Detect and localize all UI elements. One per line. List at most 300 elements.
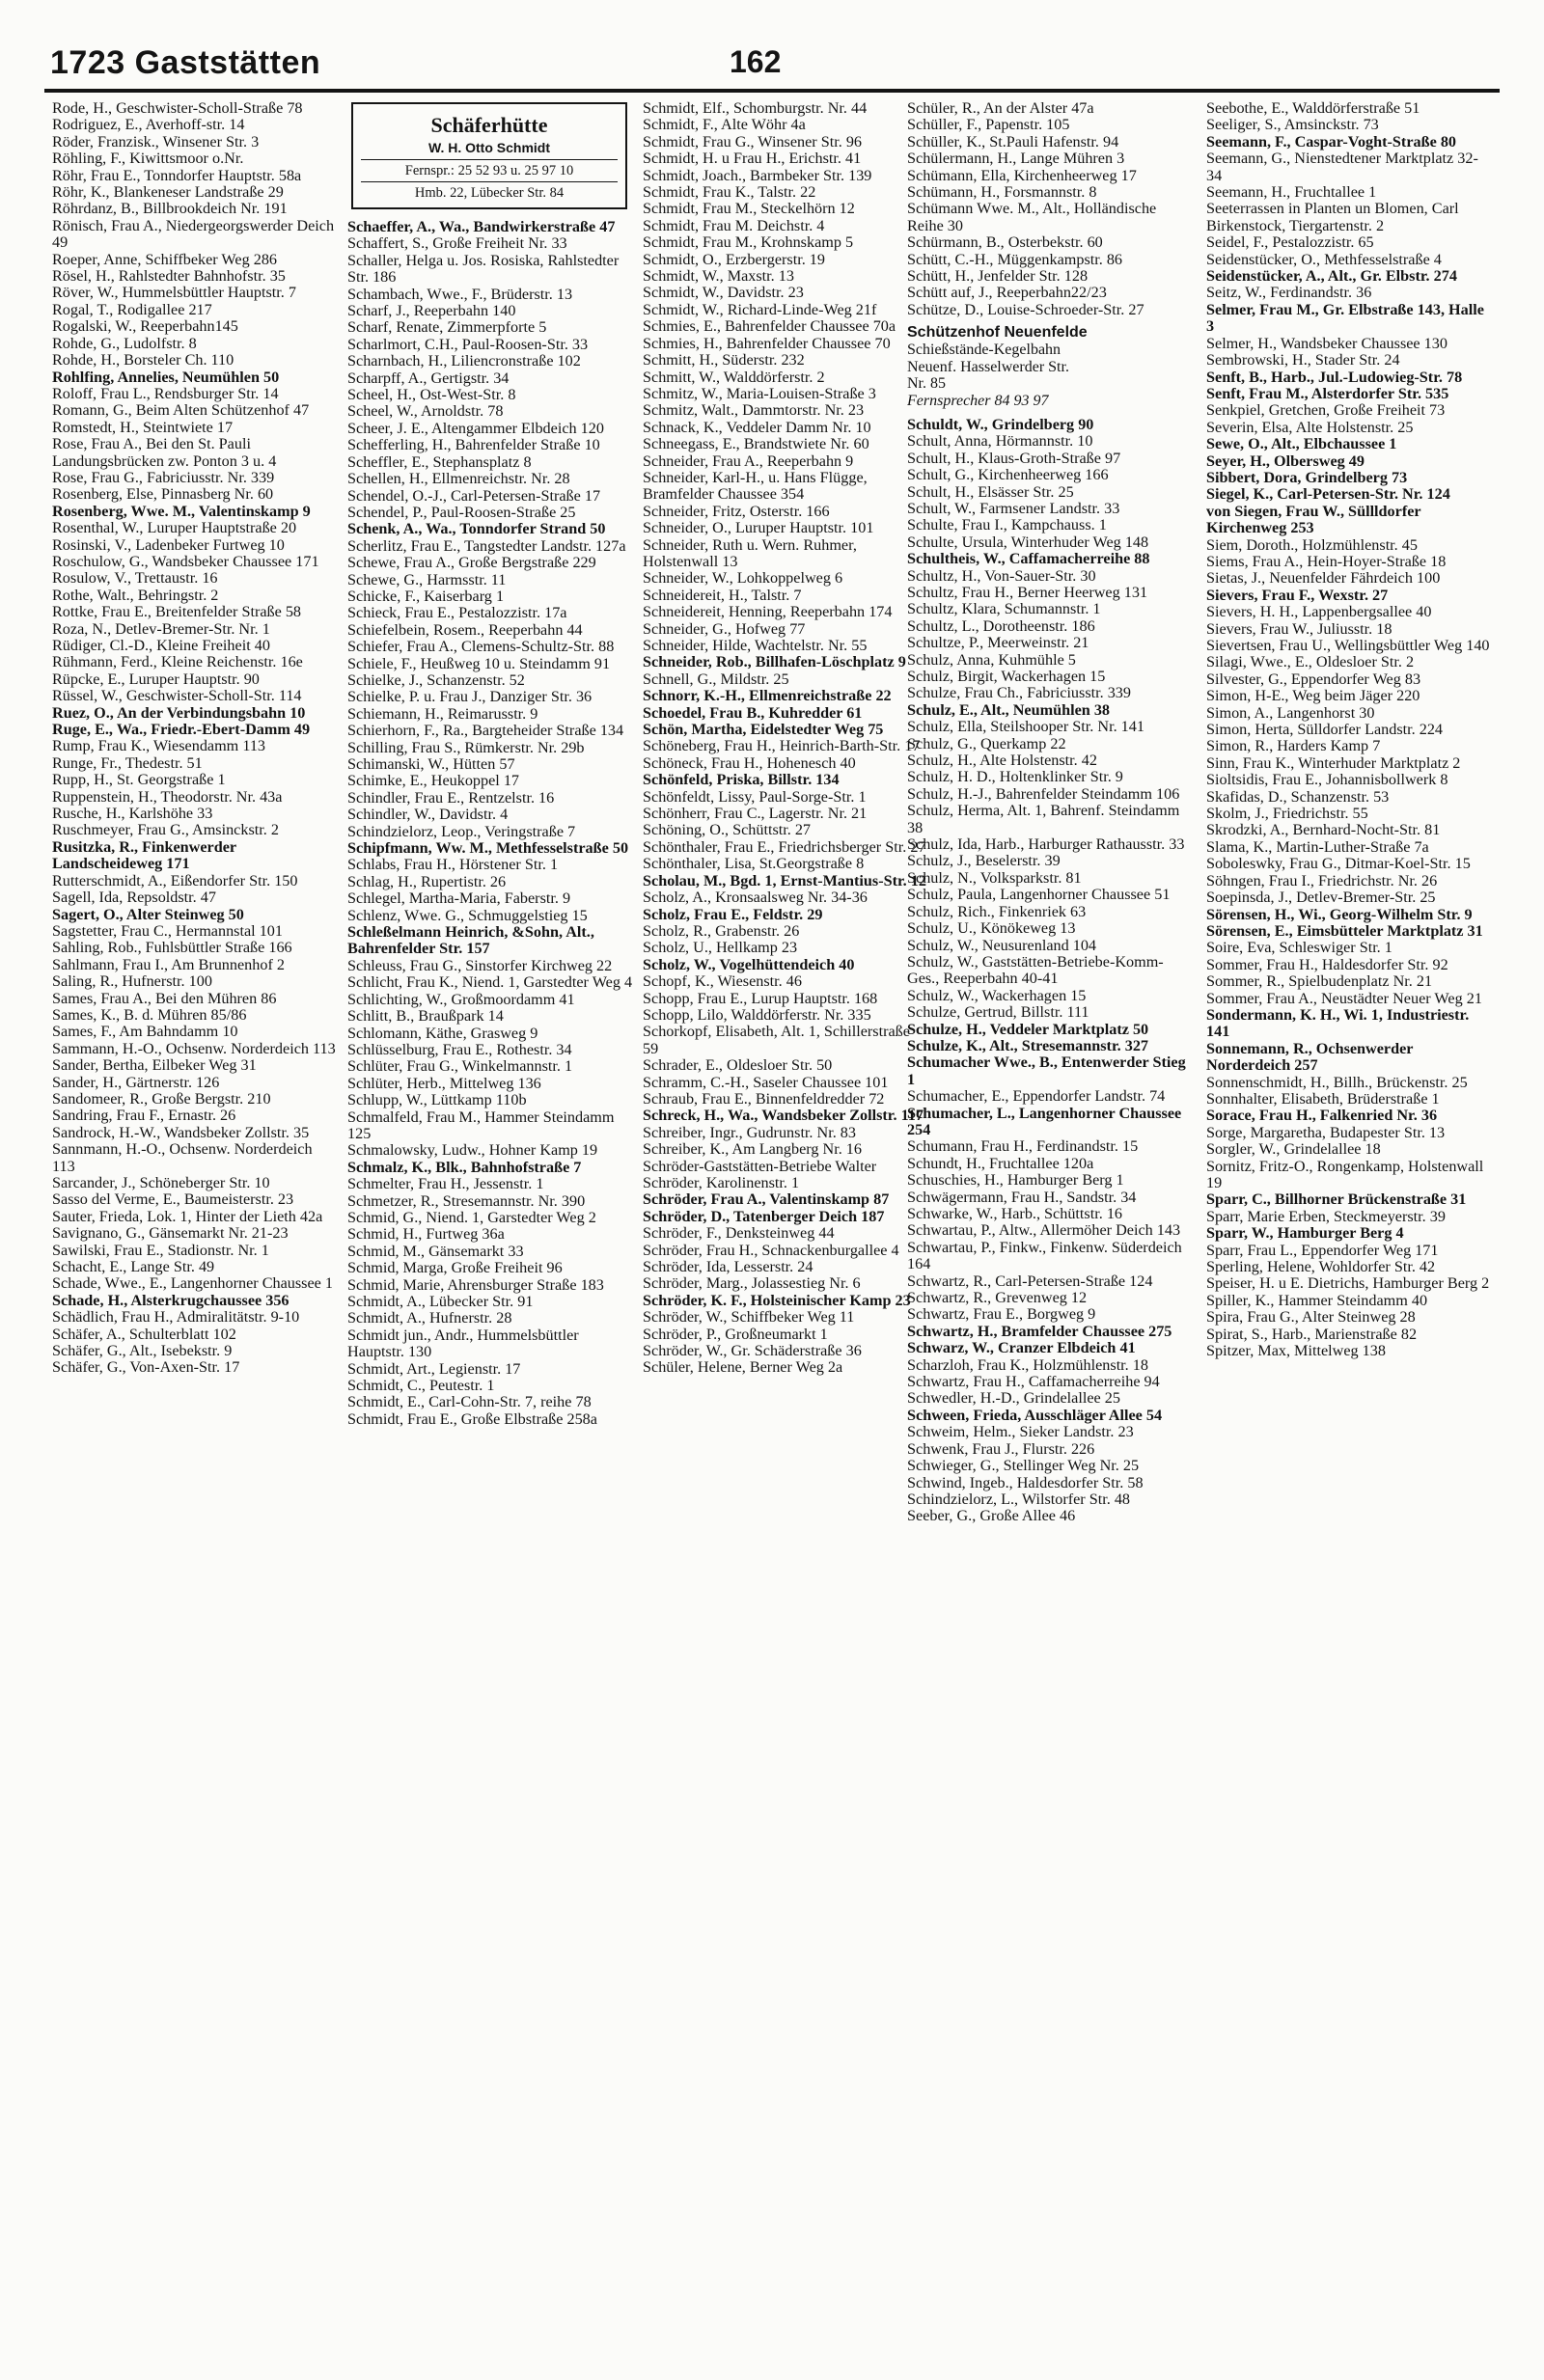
- directory-entry: Schwartz, R., Grevenweg 12: [907, 1289, 1088, 1307]
- directory-entry: Spira, Frau G., Alter Steinweg 28: [1206, 1308, 1416, 1327]
- directory-entry: Schmitz, W., Maria-Louisen-Straße 3: [643, 384, 876, 402]
- directory-entry: Schön, Martha, Eidelstedter Weg 75: [643, 721, 884, 739]
- directory-entry: Schiefer, Frau A., Clemens-Schultz-Str. 88: [347, 638, 615, 656]
- directory-entry: Sparr, W., Hamburger Berg 4: [1206, 1224, 1404, 1243]
- directory-entry: Schlüter, Herb., Mittelweg 136: [347, 1074, 541, 1092]
- directory-entry: Schacht, E., Lange Str. 49: [52, 1258, 215, 1276]
- directory-entry: Schulz, Birgit, Wackerhagen 15: [907, 668, 1106, 685]
- directory-entry: Sonnemann, R., Ochsenwerder Norderdeich 257: [1206, 1039, 1414, 1075]
- directory-entry: Schnack, K., Veddeler Damm Nr. 10: [643, 418, 871, 436]
- directory-entry: Schmid, H., Furtweg 36a: [347, 1225, 505, 1244]
- directory-entry: Schiemann, H., Reimarusstr. 9: [347, 704, 538, 723]
- directory-entry: Schultz, L., Dorotheenstr. 186: [907, 616, 1095, 635]
- directory-entry: Schimanski, W., Hütten 57: [347, 755, 515, 773]
- directory-entry: Schmidt, A., Hufnerstr. 28: [347, 1309, 512, 1327]
- directory-entry: Söhngen, Frau I., Friedrichstr. Nr. 26: [1206, 871, 1438, 889]
- directory-entry: Seyer, H., Olbersweg 49: [1206, 451, 1365, 470]
- directory-entry: Schmidt, W., Davidstr. 23: [643, 284, 804, 302]
- directory-entry: Seemann, H., Fruchtallee 1: [1206, 183, 1377, 202]
- directory-entry: Sewe, O., Alt., Elbchaussee 1: [1206, 435, 1397, 453]
- directory-entry: Schmidt, O., Erzbergerstr. 19: [643, 250, 825, 268]
- directory-entry: Rosenthal, W., Luruper Hauptstraße 20: [52, 519, 297, 537]
- directory-entry: Schneider, Ruth u. Wern. Ruhmer, Holstenwall 13: [643, 535, 857, 570]
- directory-entry: Senft, B., Harb., Jul.-Ludowieg-Str. 78: [1206, 368, 1463, 386]
- directory-entry: Sagell, Ida, Repsoldstr. 47: [52, 889, 216, 907]
- directory-entry: Rusitzka, R., Finkenwerder Landscheideweg 171: [52, 837, 236, 873]
- directory-entry: Schulz, Herma, Alt. 1, Bahrenf. Steindamm 38: [907, 802, 1180, 836]
- directory-entry: Schneidereit, Henning, Reeperbahn 174: [643, 603, 893, 621]
- directory-entry: Sparr, Frau L., Eppendorfer Weg 171: [1206, 1241, 1439, 1259]
- directory-entry: Schult, H., Elsässer Str. 25: [907, 482, 1074, 501]
- directory-entry: Silvester, G., Eppendorfer Weg 83: [1206, 670, 1421, 688]
- directory-entry: Schüler, R., An der Alster 47a: [907, 100, 1094, 117]
- directory-entry: Schwartau, P., Altw., Allermöher Deich 143: [907, 1221, 1181, 1240]
- directory-entry: Scherlitz, Frau E., Tangstedter Landstr. 127a: [347, 536, 626, 555]
- directory-entry: Schreck, H., Wa., Wandsbeker Zollstr. 117: [643, 1107, 924, 1125]
- directory-entry: Schwartau, P., Finkw., Finkenw. Süderdeich 164: [907, 1238, 1182, 1273]
- directory-entry: Sievertsen, Frau U., Wellingsbüttler Weg 140: [1206, 637, 1490, 654]
- directory-entry: Schönherr, Frau C., Lagerstr. Nr. 21: [643, 805, 868, 823]
- directory-entry: Roschulow, G., Wandsbeker Chaussee 171: [52, 552, 319, 570]
- directory-entry: Schmidt, H. u Frau H., Erichstr. 41: [643, 150, 862, 168]
- directory-entry: Severin, Elsa, Alte Holstenstr. 25: [1206, 418, 1414, 436]
- directory-entry: Rothe, Walt., Behringstr. 2: [52, 586, 219, 604]
- directory-entry: Sagstetter, Frau C., Hermannstal 101: [52, 921, 283, 940]
- directory-entry: Schambach, Wwe., F., Brüderstr. 13: [347, 285, 573, 303]
- directory-entry: Scheel, W., Arnoldstr. 78: [347, 402, 504, 421]
- directory-entry: Sembrowski, H., Stader Str. 24: [1206, 351, 1400, 369]
- directory-entry: Röhrdanz, B., Billbrookdeich Nr. 191: [52, 200, 288, 218]
- page-number: 162: [730, 44, 782, 79]
- ad-address: Hmb. 22, Lübecker Str. 84: [414, 185, 565, 201]
- directory-entry: Schlenz, Wwe. G., Schmuggelstieg 15: [347, 906, 588, 924]
- directory-entry: Schopp, Frau E., Lurup Hauptstr. 168: [643, 989, 878, 1007]
- directory-entry: Schneegass, E., Brandstwiete Nr. 60: [643, 435, 869, 453]
- directory-entry: Schleuss, Frau G., Sinstorfer Kirchweg 22: [347, 956, 613, 974]
- directory-entry: Siegel, K., Carl-Petersen-Str. Nr. 124: [1206, 485, 1450, 504]
- directory-entry: Scholz, Frau E., Feldstr. 29: [643, 905, 823, 923]
- directory-entry: Schwarz, W., Cranzer Elbdeich 41: [907, 1339, 1136, 1357]
- directory-entry: Rodriguez, E., Averhoff-str. 14: [52, 116, 245, 134]
- directory-entry: Schlitt, B., Braußpark 14: [347, 1007, 504, 1026]
- directory-entry: Schütt auf, J., Reeperbahn22/23: [907, 284, 1107, 302]
- directory-entry: Schaeffer, A., Wa., Bandwirkerstraße 47: [347, 218, 616, 235]
- directory-entry: Schöneberg, Frau H., Heinrich-Barth-Str. 17: [643, 737, 921, 755]
- directory-entry: Schmetzer, R., Stresemannstr. Nr. 390: [347, 1191, 586, 1210]
- directory-entry: Schade, H., Alsterkrugchaussee 356: [52, 1291, 290, 1309]
- directory-entry: Schmies, E., Bahrenfelder Chaussee 70a: [643, 317, 896, 336]
- directory-entry: Schindler, W., Davidstr. 4: [347, 806, 509, 824]
- directory-entry: Schult, G., Kirchenheerweg 166: [907, 466, 1109, 484]
- directory-entry: Sinn, Frau K., Winterhuder Marktplatz 2: [1206, 753, 1461, 772]
- directory-entry: Schmidt, F., Alte Wöhr 4a: [643, 116, 806, 134]
- directory-entry: Schultz, Klara, Schumannstr. 1: [907, 600, 1101, 618]
- directory-entry: Schulte, Ursula, Winterhuder Weg 148: [907, 533, 1149, 551]
- directory-entry: Sarcander, J., Schöneberger Str. 10: [52, 1174, 270, 1191]
- directory-entry: Schäfer, G., Alt., Isebekstr. 9: [52, 1342, 233, 1360]
- directory-entry: Schulz, H. D., Holtenklinker Str. 9: [907, 768, 1123, 786]
- directory-entry: Sörensen, E., Eimsbütteler Marktplatz 31: [1206, 921, 1483, 940]
- directory-entry: Schröder, W., Gr. Schäderstraße 36: [643, 1342, 862, 1360]
- directory-entry: Schmitt, H., Süderstr. 232: [643, 351, 805, 369]
- directory-entry: Sagert, O., Alter Steinweg 50: [52, 905, 244, 923]
- directory-entry: Scholz, A., Kronsaalsweg Nr. 34-36: [643, 889, 868, 907]
- directory-entry: Romann, G., Beim Alten Schützenhof 47: [52, 401, 310, 420]
- directory-entry: Scholau, M., Bgd. 1, Ernst-Mantius-Str. 12: [643, 871, 926, 889]
- directory-entry: Schendel, O.-J., Carl-Petersen-Straße 17: [347, 486, 601, 505]
- directory-entry: Schlabs, Frau H., Hörstener Str. 1: [347, 856, 559, 874]
- directory-entry: Seeterrassen in Planten un Blomen, Carl Birkenstock, Tiergartenstr. 2: [1206, 200, 1459, 234]
- directory-entry: Sandrock, H.-W., Wandsbeker Zollstr. 35: [52, 1123, 310, 1141]
- directory-entry: Seeber, G., Große Allee 46: [907, 1507, 1076, 1525]
- directory-entry: Schneider, W., Lohkoppelweg 6: [643, 569, 843, 588]
- directory-entry: Skolm, J., Friedrichstr. 55: [1206, 805, 1368, 823]
- directory-entry: Schopp, Lilo, Walddörferstr. Nr. 335: [643, 1005, 871, 1024]
- directory-entry: Schicke, F., Kaiserbarg 1: [347, 587, 505, 605]
- directory-entry: Sames, K., B. d. Mühren 85/86: [52, 1005, 247, 1024]
- column-4-list-top: [907, 100, 1193, 318]
- directory-entry: Sievers, H. H., Lappenbergsallee 40: [1206, 603, 1432, 621]
- directory-entry: Schmelter, Frau H., Jessenstr. 1: [347, 1175, 544, 1193]
- directory-entry: Schlupp, W., Lüttkamp 110b: [347, 1091, 527, 1109]
- directory-entry: Schnell, G., Mildstr. 25: [643, 670, 789, 688]
- directory-entry: Sonnenschmidt, H., Billh., Brückenstr. 25: [1206, 1073, 1468, 1091]
- directory-entry: Sommer, Frau A., Neustädter Neuer Weg 21: [1206, 989, 1482, 1007]
- directory-entry: Spiller, K., Hammer Steindamm 40: [1206, 1291, 1428, 1309]
- directory-entry: Rüdiger, Cl.-D., Kleine Freiheit 40: [52, 637, 270, 654]
- directory-entry: Schmidt, Frau M., Krohnskamp 5: [643, 233, 854, 252]
- directory-entry: Sperling, Helene, Wohldorfer Str. 42: [1206, 1258, 1436, 1276]
- directory-entry: Schultheis, W., Caffamacherreihe 88: [907, 550, 1150, 568]
- directory-entry: Schaller, Helga u. Jos. Rosiska, Rahlstedter Str. 186: [347, 251, 620, 287]
- directory-entry: Schumann, Frau H., Ferdinandstr. 15: [907, 1137, 1139, 1156]
- directory-entry: Schramm, C.-H., Saseler Chaussee 101: [643, 1073, 889, 1091]
- featured-line: Neuenf. Hasselwerder Str.: [907, 358, 1069, 375]
- column-1: [52, 100, 338, 2367]
- directory-entry: Schiefelbein, Rosem., Reeperbahn 44: [347, 620, 583, 639]
- directory-entry: Schönfeldt, Lissy, Paul-Sorge-Str. 1: [643, 787, 867, 806]
- ad-divider: [361, 181, 618, 182]
- directory-entry: Schwägermann, Frau H., Sandstr. 34: [907, 1188, 1137, 1206]
- directory-entry: Rogalski, W., Reeperbahn145: [52, 317, 238, 336]
- directory-entry: Schoedel, Frau B., Kuhredder 61: [643, 703, 863, 722]
- directory-entry: Schröder, Ida, Lesserstr. 24: [643, 1258, 813, 1276]
- directory-entry: Schmidt, C., Peutestr. 1: [347, 1377, 495, 1395]
- directory-entry: Slama, K., Martin-Luther-Straße 7a: [1206, 837, 1429, 856]
- directory-entry: Schulze, Frau Ch., Fabriciusstr. 339: [907, 684, 1131, 702]
- directory-entry: Sorgler, W., Grindelallee 18: [1206, 1140, 1381, 1159]
- directory-entry: Saling, R., Hufnerstr. 100: [52, 972, 212, 991]
- directory-entry: Schielke, J., Schanzenstr. 52: [347, 670, 525, 689]
- directory-entry: Simon, H-E., Weg beim Jäger 220: [1206, 687, 1420, 705]
- directory-entry: Schmidt, W., Richard-Linde-Weg 21f: [643, 300, 877, 318]
- directory-entry: Rösel, H., Rahlstedter Bahnhofstr. 35: [52, 267, 286, 286]
- directory-entry: Soire, Eva, Schleswiger Str. 1: [1206, 939, 1392, 957]
- directory-entry: Scheel, H., Ost-West-Str. 8: [347, 386, 516, 404]
- directory-entry: Savignano, G., Gänsemarkt Nr. 21-23: [52, 1224, 289, 1243]
- directory-entry: von Siegen, Frau W., Süllldorfer Kirchenweg 253: [1206, 502, 1421, 537]
- directory-entry: Scheer, J. E., Altengammer Elbdeich 120: [347, 419, 604, 437]
- directory-entry: Sparr, C., Billhorner Brückenstraße 31: [1206, 1190, 1467, 1209]
- directory-entry: Schindzielorz, Leop., Veringstraße 7: [347, 822, 576, 840]
- directory-entry: Sahlmann, Frau I., Am Brunnenhof 2: [52, 955, 285, 973]
- directory-entry: Schmitz, Walt., Dammtorstr. Nr. 23: [643, 401, 865, 420]
- directory-entry: Sievers, Frau F., Wexstr. 27: [1206, 586, 1389, 604]
- column-4-list: [907, 417, 1193, 1525]
- directory-entry: Schüler, Helene, Berner Weg 2a: [643, 1358, 843, 1377]
- directory-entry: Schwartz, R., Carl-Petersen-Straße 124: [907, 1272, 1153, 1290]
- directory-entry: Schulz, Ella, Steilshooper Str. Nr. 141: [907, 718, 1144, 736]
- directory-entry: Schümann, H., Forsmannstr. 8: [907, 183, 1097, 202]
- directory-entry: Röhling, F., Kiwittsmoor o.Nr.: [52, 150, 244, 168]
- directory-entry: Schlegel, Martha-Maria, Faberstr. 9: [347, 889, 571, 908]
- directory-entry: Simon, A., Langenhorst 30: [1206, 703, 1375, 722]
- directory-entry: Rose, Frau G., Fabriciusstr. Nr. 339: [52, 468, 275, 486]
- directory-entry: Schierhorn, F., Ra., Bargteheider Straße 134: [347, 722, 624, 740]
- directory-entry: Schulz, G., Querkamp 22: [907, 734, 1066, 752]
- directory-entry: Schenk, A., Wa., Tonndorfer Strand 50: [347, 520, 606, 538]
- directory-entry: Senft, Frau M., Alsterdorfer Str. 535: [1206, 384, 1449, 402]
- featured-phone: Fernsprecher 84 93 97: [907, 392, 1049, 409]
- directory-entry: Rosenberg, Wwe. M., Valentinskamp 9: [52, 502, 311, 520]
- directory-entry: Schmidt, A., Lübecker Str. 91: [347, 1293, 534, 1310]
- directory-entry: Sioltsidis, Frau E., Johannisbollwerk 8: [1206, 771, 1448, 789]
- directory-entry: Rusche, H., Karlshöhe 33: [52, 805, 213, 823]
- directory-entry: Sander, Bertha, Eilbeker Weg 31: [52, 1056, 257, 1075]
- directory-entry: Schilling, Frau S., Rümkerstr. Nr. 29b: [347, 738, 585, 756]
- directory-entry: Schmidt, Elf., Schomburgstr. Nr. 44: [643, 100, 868, 117]
- directory-entry: Schulz, W., Wackerhagen 15: [907, 986, 1087, 1004]
- directory-entry: Schäfer, G., Von-Axen-Str. 17: [52, 1358, 240, 1377]
- directory-entry: Seemann, F., Caspar-Voght-Straße 80: [1206, 132, 1457, 150]
- directory-entry: Sommer, Frau H., Haldesdorfer Str. 92: [1206, 955, 1448, 973]
- directory-entry: Spitzer, Max, Mittelweg 138: [1206, 1342, 1386, 1360]
- directory-entry: Schendel, P., Paul-Roosen-Straße 25: [347, 503, 576, 521]
- directory-entry: Schröder, D., Tatenberger Deich 187: [643, 1207, 885, 1225]
- directory-entry: Rosinski, V., Ladenbeker Furtweg 10: [52, 535, 285, 554]
- ad-title: Schäferhütte: [430, 113, 548, 137]
- ad-divider: [361, 159, 618, 160]
- directory-entry: Schulz, Paula, Langenhorner Chaussee 51: [907, 886, 1171, 904]
- directory-entry: Schundt, H., Fruchtallee 120a: [907, 1154, 1094, 1172]
- directory-entry: Sahling, Rob., Fuhlsbüttler Straße 166: [52, 939, 292, 957]
- directory-entry: Skafidas, D., Schanzenstr. 53: [1206, 787, 1390, 806]
- directory-entry: Ruschmeyer, Frau G., Amsinckstr. 2: [52, 821, 279, 839]
- directory-entry: Schult, Anna, Hörmannstr. 10: [907, 432, 1093, 451]
- directory-entry: Schröder-Gaststätten-Betriebe Walter Schröder, Karolinenstr. 1: [643, 1157, 877, 1191]
- directory-entry: Schmidt, W., Maxstr. 13: [643, 267, 794, 286]
- header-rule: [44, 89, 1500, 93]
- directory-entry: Schmid, M., Gänsemarkt 33: [347, 1242, 524, 1260]
- directory-entry: Rutterschmidt, A., Eißendorfer Str. 150: [52, 871, 298, 889]
- section-title: 1723 Gaststätten: [50, 44, 321, 81]
- directory-entry: Schmid, Marie, Ahrensburger Straße 183: [347, 1275, 604, 1294]
- directory-entry: Sames, Frau A., Bei den Mühren 86: [52, 989, 277, 1007]
- directory-entry: Skrodzki, A., Bernhard-Nocht-Str. 81: [1206, 821, 1441, 839]
- featured-line: Nr. 85: [907, 375, 946, 393]
- directory-entry: Schröder, Frau A., Valentinskamp 87: [643, 1190, 890, 1209]
- directory-entry: Sommer, R., Spielbudenplatz Nr. 21: [1206, 972, 1433, 991]
- ad-phone: Fernspr.: 25 52 93 u. 25 97 10: [404, 163, 574, 178]
- directory-entry: Schönthaler, Frau E., Friedrichsberger Str. 27: [643, 837, 926, 856]
- directory-entry: Sannmann, H.-O., Ochsenw. Norderdeich 113: [52, 1140, 313, 1175]
- directory-entry: Seemann, G., Nienstedtener Marktplatz 32-34: [1206, 150, 1478, 184]
- directory-entry: Schween, Frieda, Ausschläger Allee 54: [907, 1406, 1163, 1424]
- directory-entry: Schmidt, Frau M., Steckelhörn 12: [643, 200, 855, 218]
- directory-entry: Schwenk, Frau J., Flurstr. 226: [907, 1439, 1095, 1458]
- directory-entry: Schreiber, Ingr., Gudrunstr. Nr. 83: [643, 1123, 856, 1141]
- directory-entry: Sievers, Frau W., Juliusstr. 18: [1206, 619, 1392, 638]
- directory-entry: Sorge, Margaretha, Budapester Str. 13: [1206, 1123, 1446, 1141]
- directory-entry: Schmalz, K., Blk., Bahnhofstraße 7: [347, 1158, 582, 1176]
- directory-entry: Siems, Frau A., Hein-Hoyer-Straße 18: [1206, 552, 1447, 570]
- featured-listing: [907, 324, 1193, 409]
- directory-entry: Rupp, H., St. Georgstraße 1: [52, 771, 226, 789]
- directory-entry: Schopf, K., Wiesenstr. 46: [643, 972, 802, 991]
- directory-entry: Schumacher, E., Eppendorfer Landstr. 74: [907, 1087, 1166, 1106]
- directory-entry: Schade, Wwe., E., Langenhorner Chaussee 1: [52, 1274, 333, 1293]
- directory-entry: Schorkopf, Elisabeth, Alt. 1, Schillerstraße 59: [643, 1023, 910, 1057]
- directory-entry: Schneider, Frau A., Reeperbahn 9: [643, 451, 854, 470]
- directory-entry: Schultz, Frau H., Berner Heerweg 131: [907, 583, 1148, 601]
- directory-entry: Ruge, E., Wa., Friedr.-Ebert-Damm 49: [52, 721, 311, 739]
- directory-entry: Schneider, Rob., Billhafen-Löschplatz 9: [643, 653, 906, 671]
- directory-entry: Rönisch, Frau A., Niedergeorgswerder Deich 49: [52, 216, 335, 252]
- directory-entry: Schult, W., Farmsener Landstr. 33: [907, 499, 1120, 517]
- directory-entry: Schlüsselburg, Frau E., Rothestr. 34: [347, 1040, 572, 1058]
- directory-entry: Schröder, P., Großneumarkt 1: [643, 1325, 828, 1343]
- directory-entry: Silagi, Wwe., E., Oldesloer Str. 2: [1206, 653, 1415, 671]
- directory-entry: Schneider, G., Hofweg 77: [643, 619, 806, 638]
- directory-entry: Sauter, Frieda, Lok. 1, Hinter der Lieth 42a: [52, 1207, 323, 1225]
- directory-entry: Sames, F., Am Bahndamm 10: [52, 1023, 238, 1041]
- directory-entry: Schewe, Frau A., Große Bergstraße 229: [347, 554, 596, 572]
- directory-entry: Siem, Doroth., Holzmühlenstr. 45: [1206, 535, 1418, 554]
- directory-entry: Röder, Franzisk., Winsener Str. 3: [52, 132, 260, 150]
- directory-entry: Schultze, P., Meerweinstr. 21: [907, 634, 1089, 652]
- directory-entry: Schülermann, H., Lange Mühren 3: [907, 150, 1125, 168]
- directory-entry: Schmidt, Joach., Barmbeker Str. 139: [643, 166, 872, 184]
- directory-entry: Schütt, H., Jenfelder Str. 128: [907, 267, 1089, 286]
- directory-entry: Schulz, U., Könökeweg 13: [907, 919, 1076, 938]
- directory-entry: Schulz, H.-J., Bahrenfelder Steindamm 106: [907, 784, 1180, 803]
- directory-entry: Schumacher Wwe., B., Entenwerder Stieg 1: [907, 1053, 1186, 1088]
- directory-entry: Seidel, F., Pestalozzistr. 65: [1206, 233, 1374, 252]
- directory-entry: Scharnbach, H., Liliencronstraße 102: [347, 352, 581, 370]
- directory-entry: Sondermann, K. H., Wi. 1, Industriestr. 141: [1206, 1005, 1470, 1041]
- directory-entry: Selmer, Frau M., Gr. Elbstraße 143, Halle 3: [1206, 300, 1484, 336]
- directory-entry: Sörensen, H., Wi., Georg-Wilhelm Str. 9: [1206, 905, 1473, 923]
- directory-entry: Schult, H., Klaus-Groth-Straße 97: [907, 449, 1121, 467]
- directory-entry: Scharlmort, C.H., Paul-Roosen-Str. 33: [347, 335, 589, 353]
- directory-entry: Speiser, H. u E. Dietrichs, Hamburger Berg 2: [1206, 1274, 1490, 1293]
- directory-entry: Schipfmann, Ww. M., Methfesselstraße 50: [347, 839, 629, 858]
- directory-entry: Scholz, R., Grabenstr. 26: [643, 921, 800, 940]
- directory-entry: Schönthaler, Lisa, St.Georgstraße 8: [643, 855, 865, 873]
- directory-entry: Schwartz, Frau E., Borgweg 9: [907, 1305, 1096, 1324]
- directory-entry: Schmitt, W., Walddörferstr. 2: [643, 368, 825, 386]
- directory-entry: Schindzielorz, L., Wilstorfer Str. 48: [907, 1490, 1131, 1508]
- directory-entry: Schmid, G., Niend. 1, Garstedter Weg 2: [347, 1208, 596, 1226]
- directory-entry: Schulz, E., Alt., Neumühlen 38: [907, 700, 1111, 719]
- directory-entry: Sparr, Marie Erben, Steckmeyerstr. 39: [1206, 1207, 1446, 1225]
- directory-entry: Schefferling, H., Bahrenfelder Straße 10: [347, 436, 600, 454]
- directory-entry: Scharzloh, Frau K., Holzmühlenstr. 18: [907, 1355, 1148, 1374]
- column-2: [347, 100, 633, 2367]
- directory-entry: Sibbert, Dora, Grindelberg 73: [1206, 468, 1408, 486]
- directory-entry: Rump, Frau K., Wiesendamm 113: [52, 737, 266, 755]
- directory-entry: Schiele, F., Heußweg 10 u. Steindamm 91: [347, 654, 611, 672]
- directory-entry: Sasso del Verme, E., Baumeisterstr. 23: [52, 1190, 294, 1209]
- directory-entry: Rode, H., Geschwister-Scholl-Straße 78: [52, 100, 303, 117]
- directory-entry: Sonnhalter, Elisabeth, Brüderstraße 1: [1206, 1089, 1440, 1108]
- directory-entry: Schulte, Frau I., Kampchauss. 1: [907, 516, 1107, 534]
- directory-entry: Seidenstücker, A., Alt., Gr. Elbstr. 274: [1206, 267, 1457, 286]
- directory-entry: Schlag, H., Rupertistr. 26: [347, 872, 507, 890]
- directory-entry: Schrader, E., Oldesloer Str. 50: [643, 1056, 833, 1075]
- directory-entry: Röhr, K., Blankeneser Landstraße 29: [52, 183, 284, 202]
- directory-entry: Schneider, Karl-H., u. Hans Flügge, Bramfelder Chaussee 354: [643, 468, 868, 504]
- directory-entry: Schümann Wwe. M., Alt., Holländische Reihe 30: [907, 200, 1157, 234]
- directory-entry: Schmidt, Frau M. Deichstr. 4: [643, 216, 825, 234]
- column-5: [1206, 100, 1492, 2367]
- directory-entry: Röver, W., Hummelsbüttler Hauptstr. 7: [52, 284, 296, 302]
- directory-entry: Schmies, H., Bahrenfelder Chaussee 70: [643, 334, 891, 352]
- directory-entry: Soepinsda, J., Detlev-Bremer-Str. 25: [1206, 889, 1436, 907]
- directory-entry: Schmidt jun., Andr., Hummelsbüttler Hauptstr. 130: [347, 1326, 579, 1361]
- directory-entry: Schönfeld, Priska, Billstr. 134: [643, 771, 840, 789]
- directory-entry: Schulz, W., Neusurenland 104: [907, 936, 1097, 954]
- directory-entry: Schlichting, W., Großmoordamm 41: [347, 990, 575, 1008]
- directory-entry: Schindler, Frau E., Rentzelstr. 16: [347, 788, 555, 807]
- directory-entry: Scholz, U., Hellkamp 23: [643, 939, 798, 957]
- advertisement-box: [351, 102, 627, 209]
- directory-entry: Rohlfing, Annelies, Neumühlen 50: [52, 368, 280, 386]
- directory-entry: Schwind, Ingeb., Haldesdorfer Str. 58: [907, 1473, 1144, 1491]
- ad-owner: W. H. Otto Schmidt: [428, 140, 550, 155]
- directory-entry: Schulz, W., Gaststätten-Betriebe-Komm-Ges., Reeperbahn 40-41: [907, 952, 1164, 988]
- directory-entry: Sorace, Frau H., Falkenried Nr. 36: [1206, 1107, 1438, 1125]
- featured-line: Schießstände-Kegelbahn: [907, 342, 1062, 359]
- directory-entry: Schwarke, W., Harb., Schüttstr. 16: [907, 1205, 1123, 1222]
- column-3: [643, 100, 928, 2367]
- directory-entry: Schürmann, B., Osterbekstr. 60: [907, 233, 1103, 252]
- directory-entry: Schwartz, Frau H., Caffamacherreihe 94: [907, 1373, 1160, 1391]
- directory-entry: Schimke, E., Heukoppel 17: [347, 772, 520, 790]
- directory-entry: Schleßelmann Heinrich, &Sohn, Alt., Bahrenfelder Str. 157: [347, 923, 594, 958]
- column-2-list: [347, 219, 633, 1428]
- directory-entry: Roza, N., Detlev-Bremer-Str. Nr. 1: [52, 619, 270, 638]
- directory-entry: Schreiber, K., Am Langberg Nr. 16: [643, 1140, 862, 1159]
- directory-entry: Schneidereit, H., Talstr. 7: [643, 586, 802, 604]
- directory-entry: Sietas, J., Neuenfelder Fährdeich 100: [1206, 569, 1441, 588]
- directory-entry: Schulze, K., Alt., Stresemannstr. 327: [907, 1036, 1149, 1054]
- column-4: [907, 100, 1193, 2367]
- directory-entry: Roeper, Anne, Schiffbeker Weg 286: [52, 250, 278, 268]
- directory-entry: Ruez, O., An der Verbindungsbahn 10: [52, 703, 306, 722]
- directory-entry: Schneider, O., Luruper Hauptstr. 101: [643, 519, 874, 537]
- directory-entry: Rosulow, V., Trettaustr. 16: [52, 569, 218, 588]
- directory-entry: Sornitz, Fritz-O., Rongenkamp, Holstenwall 19: [1206, 1157, 1484, 1191]
- directory-entry: Schmalfeld, Frau M., Hammer Steindamm 125: [347, 1108, 615, 1142]
- directory-entry: Schlüter, Frau G., Winkelmannstr. 1: [347, 1057, 573, 1076]
- directory-entry: Rohde, H., Borsteler Ch. 110: [52, 351, 234, 369]
- directory-entry: Schäfer, A., Schulterblatt 102: [52, 1325, 236, 1343]
- directory-entry: Rüpcke, E., Luruper Hauptstr. 90: [52, 670, 260, 688]
- directory-entry: Schröder, F., Denksteinweg 44: [643, 1224, 835, 1243]
- directory-entry: Scharf, Renate, Zimmerpforte 5: [347, 318, 547, 337]
- page-header: [44, 27, 1500, 83]
